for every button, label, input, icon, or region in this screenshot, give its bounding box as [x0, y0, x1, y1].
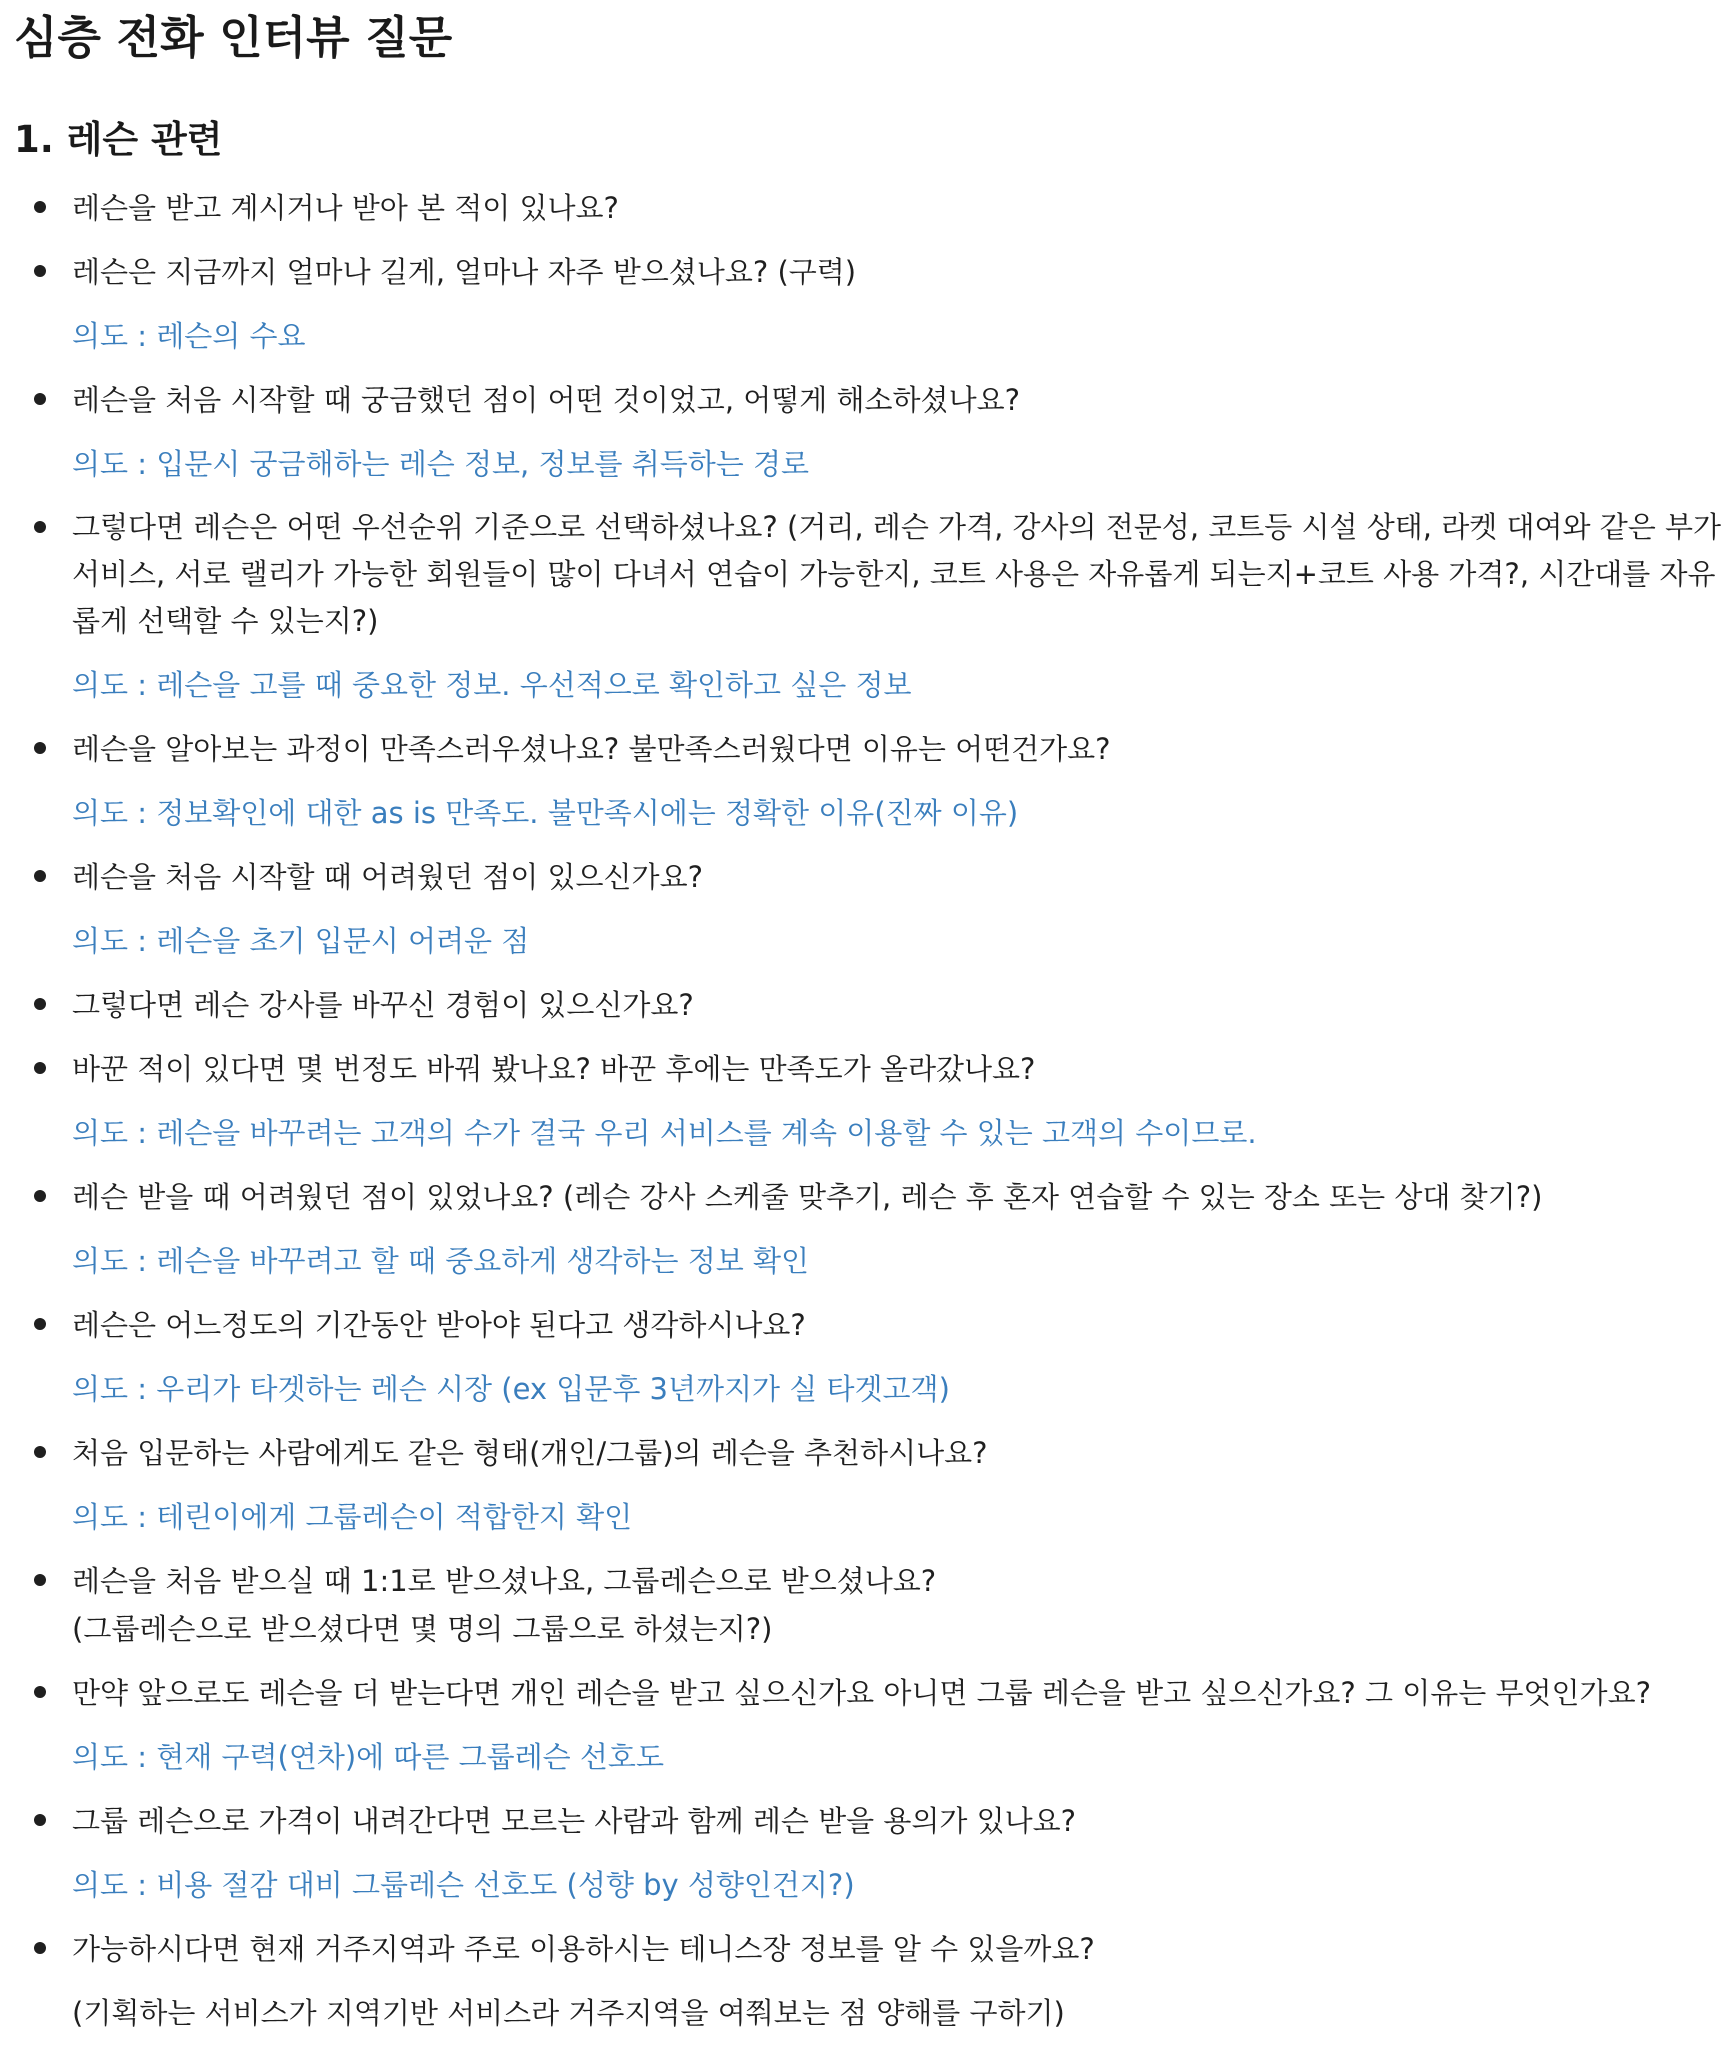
list-item	[0, 1165, 1732, 1293]
question-text: 바꾼 적이 있다면 몇 번정도 바꿔 봤나요? 바꾼 후에는 만족도가 올라갔나요?	[72, 1052, 1036, 1086]
list-item	[0, 240, 1732, 368]
note-text: (기획하는 서비스가 지역기반 서비스라 거주지역을 여쭤보는 점 양해를 구하기)	[72, 1996, 1065, 2030]
bullet-icon	[34, 1190, 46, 1202]
bullet-icon	[34, 742, 46, 754]
page-title: 심층 전화 인터뷰 질문	[14, 11, 453, 64]
list-item	[0, 1661, 1732, 1789]
question-text: 레슨은 어느정도의 기간동안 받아야 된다고 생각하시나요?	[72, 1308, 806, 1342]
intent-text: 의도 : 현재 구력(연차)에 따른 그룹레슨 선호도	[72, 1740, 664, 1774]
bullet-icon	[34, 1686, 46, 1698]
list-item	[0, 717, 1732, 845]
question-text: 가능하시다면 현재 거주지역과 주로 이용하시는 테니스장 정보를 알 수 있을까요?	[72, 1932, 1095, 1966]
question-text: 레슨을 처음 받으실 때 1:1로 받으셨나요, 그룹레슨으로 받으셨나요? (그룹레슨으로 받으셨다면 몇 명의 그룹으로 하셨는지?)	[72, 1564, 937, 1646]
list-item	[0, 1549, 1732, 1661]
list-item	[0, 1789, 1732, 1917]
section-heading: 1. 레슨 관련	[14, 118, 223, 161]
intent-text: 의도 : 레슨을 고를 때 중요한 정보. 우선적으로 확인하고 싶은 정보	[72, 668, 912, 702]
question-text: 그렇다면 레슨은 어떤 우선순위 기준으로 선택하셨나요? (거리, 레슨 가격, 강사의 전문성, 코트등 시설 상태, 라켓 대여와 같은 부가 서비스, 서로 랠리가 가능한 회원들이 많이 다녀서 연습이 가능한지, 코트 사용은 자유롭게 되는지+코트 사용 가격?, 시간대를 자유롭게 선택할 수 있는지?)	[72, 510, 1722, 638]
bullet-icon	[34, 1574, 46, 1586]
intent-text: 의도 : 우리가 타겟하는 레슨 시장 (ex 입문후 3년까지가 실 타겟고객)	[72, 1372, 950, 1406]
bullet-icon	[34, 1446, 46, 1458]
bullet-icon	[34, 1814, 46, 1826]
bullet-icon	[34, 1942, 46, 1954]
intent-text: 의도 : 비용 절감 대비 그룹레슨 선호도 (성향 by 성향인건지?)	[72, 1868, 855, 1902]
intent-text: 의도 : 입문시 궁금해하는 레슨 정보, 정보를 취득하는 경로	[72, 447, 810, 481]
bullet-icon	[34, 1062, 46, 1074]
intent-text: 의도 : 테린이에게 그룹레슨이 적합한지 확인	[72, 1500, 633, 1534]
list-item	[0, 1293, 1732, 1421]
list-item	[0, 176, 1732, 240]
bullet-icon	[34, 393, 46, 405]
question-text: 만약 앞으로도 레슨을 더 받는다면 개인 레슨을 받고 싶으신가요 아니면 그룹 레슨을 받고 싶으신가요? 그 이유는 무엇인가요?	[72, 1676, 1651, 1710]
list-item	[0, 1421, 1732, 1549]
list-item	[0, 1917, 1732, 2045]
intent-text: 의도 : 레슨을 바꾸려는 고객의 수가 결국 우리 서비스를 계속 이용할 수 있는 고객의 수이므로.	[72, 1116, 1257, 1150]
question-text: 레슨을 처음 시작할 때 궁금했던 점이 어떤 것이었고, 어떻게 해소하셨나요?	[72, 383, 1020, 417]
intent-text: 의도 : 레슨의 수요	[72, 319, 306, 353]
list-item	[0, 845, 1732, 973]
intent-text: 의도 : 레슨을 바꾸려고 할 때 중요하게 생각하는 정보 확인	[72, 1244, 810, 1278]
question-text: 레슨은 지금까지 얼마나 길게, 얼마나 자주 받으셨나요? (구력)	[72, 255, 857, 289]
bullet-icon	[34, 870, 46, 882]
list-item	[0, 1037, 1732, 1165]
question-list	[0, 176, 1732, 2045]
question-text: 레슨을 받고 계시거나 받아 본 적이 있나요?	[72, 191, 619, 225]
intent-text: 의도 : 정보확인에 대한 as is 만족도. 불만족시에는 정확한 이유(진짜 이유)	[72, 796, 1019, 830]
bullet-icon	[34, 521, 46, 533]
bullet-icon	[34, 201, 46, 213]
list-item	[0, 368, 1732, 496]
bullet-icon	[34, 265, 46, 277]
list-item	[0, 973, 1732, 1037]
question-text: 그룹 레슨으로 가격이 내려간다면 모르는 사람과 함께 레슨 받을 용의가 있나요?	[72, 1804, 1077, 1838]
list-item	[0, 496, 1732, 717]
bullet-icon	[34, 1318, 46, 1330]
question-text: 레슨을 처음 시작할 때 어려웠던 점이 있으신가요?	[72, 860, 703, 894]
intent-text: 의도 : 레슨을 초기 입문시 어려운 점	[72, 924, 530, 958]
question-text: 처음 입문하는 사람에게도 같은 형태(개인/그룹)의 레슨을 추천하시나요?	[72, 1436, 988, 1470]
question-text: 레슨을 알아보는 과정이 만족스러우셨나요? 불만족스러웠다면 이유는 어떤건가요?	[72, 732, 1111, 766]
question-text: 그렇다면 레슨 강사를 바꾸신 경험이 있으신가요?	[72, 988, 694, 1022]
question-text: 레슨 받을 때 어려웠던 점이 있었나요? (레슨 강사 스케줄 맞추기, 레슨 후 혼자 연습할 수 있는 장소 또는 상대 찾기?)	[72, 1180, 1543, 1214]
bullet-icon	[34, 998, 46, 1010]
